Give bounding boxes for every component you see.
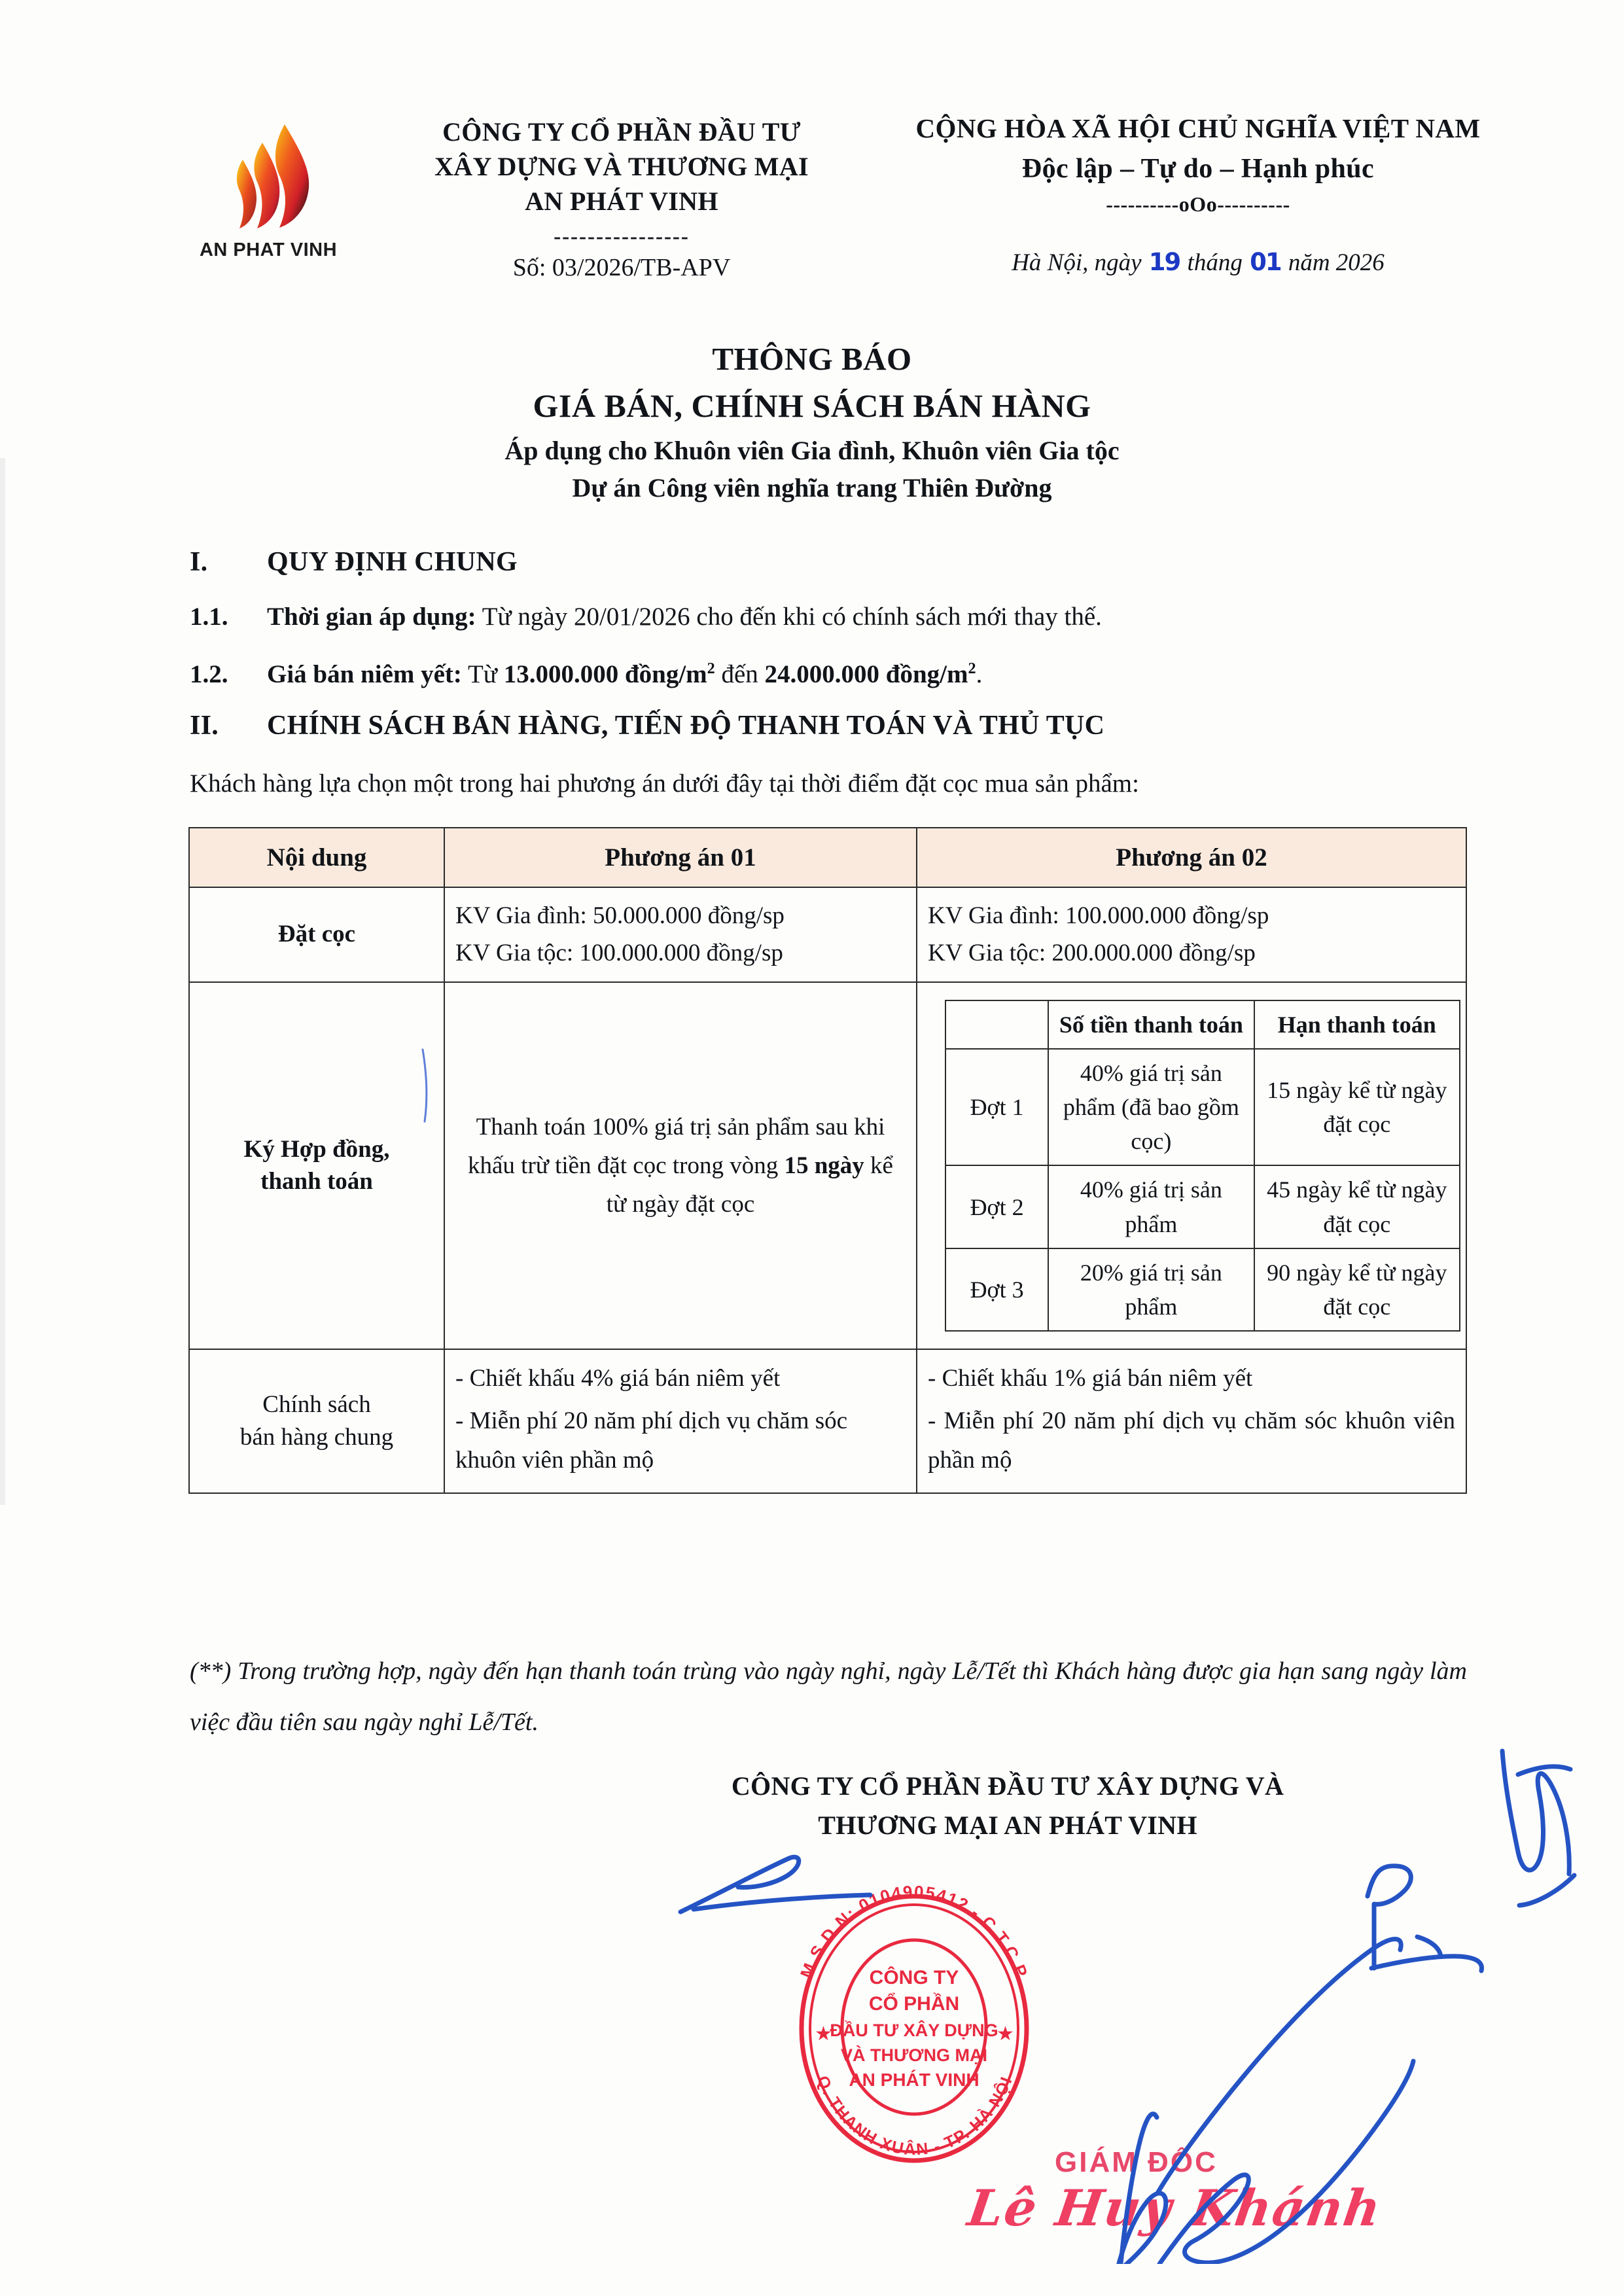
clause-1-2-mid: đến xyxy=(715,660,765,688)
phase-1-amount: 40% giá trị sản phẩm (đã bao gồm cọc) xyxy=(1048,1049,1254,1166)
contract-plan1-post: kể từ ngày đặt cọc xyxy=(606,1152,893,1218)
ink-mark-icon xyxy=(419,1047,432,1125)
svg-text:Q. THANH XUÂN - TP. HÀ NỘI: Q. THANH XUÂN - TP. HÀ NỘI xyxy=(813,2073,1017,2159)
schedule-row-phase-1 xyxy=(945,1049,1460,1166)
header-divider: ---------------- xyxy=(554,225,690,249)
deposit-plan2-clan: KV Gia tộc: 200.000.000 đồng/sp xyxy=(928,940,1256,967)
phase-3-amount: 20% giá trị sản phẩm xyxy=(1048,1248,1254,1331)
svg-text:VÀ THƯƠNG MẠI: VÀ THƯƠNG MẠI xyxy=(841,2045,987,2065)
company-name-line-2: XÂY DỰNG VÀ THƯƠNG MẠI xyxy=(434,151,809,181)
svg-text:ĐẦU TƯ XÂY DỰNG: ĐẦU TƯ XÂY DỰNG xyxy=(830,2021,998,2040)
logo-wordmark: AN PHAT VINH xyxy=(199,239,338,260)
clause-1-1-text: Từ ngày 20/01/2026 cho đến khi có chính sách mới thay thế. xyxy=(476,603,1102,631)
section-2-numeral: II. xyxy=(190,711,219,741)
phase-3-label: Đợt 3 xyxy=(945,1248,1048,1331)
payment-schedule-table xyxy=(945,1000,1460,1332)
policy-plan1-freecare: - Miễn phí 20 năm phí dịch vụ chăm sóc khuôn viên phần mộ xyxy=(455,1407,848,1474)
table-row-contract-payment xyxy=(189,982,1466,1350)
footnote-holiday-rule: (**) Trong trường hợp, ngày đến hạn thanh toán trùng vào ngày nghỉ, ngày Lễ/Tết thì Khách hàng được gia hạn sang ngày làm việc đầu tiên sau ngày nghỉ Lễ/Tết. xyxy=(190,1657,1467,1736)
clause-1-2-value-min: 13.000.000 đồng/m xyxy=(503,660,707,688)
document-number: Số: 03/2026/TB-APV xyxy=(512,254,731,282)
page-title: THÔNG BÁO xyxy=(712,341,912,377)
policy-plan2-freecare: - Miễn phí 20 năm phí dịch vụ chăm sóc khuôn viên phần mộ xyxy=(928,1407,1455,1474)
clause-1-2 xyxy=(190,660,1474,689)
table-row-general-policy xyxy=(189,1349,1466,1493)
seal-icon xyxy=(769,1865,1050,2172)
superscript-squared-2: 2 xyxy=(968,660,976,677)
clause-1-2-pre: Từ xyxy=(461,660,504,688)
table-header-row xyxy=(189,828,1466,887)
policy-plan2-discount: - Chiết khấu 1% giá bán niêm yết xyxy=(928,1365,1253,1392)
signature-company-line-2: THƯƠNG MẠI AN PHÁT VINH xyxy=(818,1810,1197,1840)
table-row-deposit xyxy=(189,887,1466,982)
company-seal-stamp xyxy=(769,1865,1050,2172)
schedule-header-deadline: Hạn thanh toán xyxy=(1254,1000,1460,1049)
date-line xyxy=(896,248,1500,277)
svg-text:★: ★ xyxy=(997,2023,1014,2045)
phase-3-deadline: 90 ngày kể từ ngày đặt cọc xyxy=(1254,1248,1460,1331)
deposit-plan-02 xyxy=(917,887,1466,982)
page-subtitle: GIÁ BÁN, CHÍNH SÁCH BÁN HÀNG xyxy=(533,387,1091,424)
superscript-squared-1: 2 xyxy=(707,660,715,677)
svg-text:CÔNG TY: CÔNG TY xyxy=(869,1967,959,1988)
header-left-block xyxy=(196,111,896,282)
schedule-row-phase-2 xyxy=(945,1165,1460,1248)
clause-1-2-label: Giá bán niêm yết: xyxy=(267,660,462,688)
policy-plan-01 xyxy=(444,1349,917,1493)
company-name-line-3: AN PHÁT VINH xyxy=(525,186,718,216)
national-motto-line-1: CỘNG HÒA XÃ HỘI CHỦ NGHĨA VIỆT NAM xyxy=(915,113,1481,143)
section-1-heading xyxy=(190,546,518,578)
section-1-title: QUY ĐỊNH CHUNG xyxy=(267,547,518,577)
director-title: GIÁM ĐỐC xyxy=(1055,2146,1218,2178)
schedule-row-phase-3 xyxy=(945,1248,1460,1331)
deposit-plan1-clan: KV Gia tộc: 100.000.000 đồng/sp xyxy=(455,940,783,967)
phase-2-label: Đợt 2 xyxy=(945,1165,1048,1248)
contract-plan-01 xyxy=(444,982,917,1350)
row-label-contract-line-2: thanh toán xyxy=(260,1168,373,1195)
row-label-deposit: Đặt cọc xyxy=(189,887,444,982)
clause-1-2-end: . xyxy=(976,660,983,688)
phase-2-deadline: 45 ngày kể từ ngày đặt cọc xyxy=(1254,1165,1460,1248)
phase-1-label: Đợt 1 xyxy=(945,1049,1048,1166)
contract-plan1-bold-term: 15 ngày xyxy=(784,1152,864,1179)
schedule-header-row xyxy=(945,1000,1460,1049)
deposit-plan-01 xyxy=(444,887,917,982)
schedule-header-blank xyxy=(945,1000,1048,1049)
phase-1-deadline: 15 ngày kể từ ngày đặt cọc xyxy=(1254,1049,1460,1166)
schedule-header-amount: Số tiền thanh toán xyxy=(1048,1000,1254,1049)
policy-plan-02 xyxy=(917,1349,1466,1493)
svg-text:AN PHÁT VINH: AN PHÁT VINH xyxy=(849,2070,980,2090)
svg-text:CỔ PHẦN: CỔ PHẦN xyxy=(868,1993,960,2015)
date-prefix: Hà Nội, ngày xyxy=(1012,249,1142,276)
handwritten-day: 19 xyxy=(1148,248,1180,276)
company-name-block xyxy=(347,111,896,282)
deposit-plan1-family: KV Gia đình: 50.000.000 đồng/sp xyxy=(455,902,785,929)
clause-1-1 xyxy=(190,602,1474,631)
row-label-general-policy xyxy=(189,1349,444,1493)
clause-1-1-label: Thời gian áp dụng: xyxy=(267,603,476,631)
column-header-content: Nội dung xyxy=(189,828,444,887)
date-mid: tháng xyxy=(1187,249,1243,276)
scan-edge-artifact xyxy=(0,458,5,1505)
title-scope-line: Áp dụng cho Khuôn viên Gia đình, Khuôn viên Gia tộc xyxy=(504,436,1120,465)
handwritten-month: 01 xyxy=(1250,248,1281,276)
deposit-plan2-family: KV Gia đình: 100.000.000 đồng/sp xyxy=(928,902,1269,929)
signature-block xyxy=(694,1767,1322,1845)
row-label-policy-line-1: Chính sách xyxy=(262,1391,371,1419)
date-suffix: năm 2026 xyxy=(1288,249,1385,276)
national-motto-line-2: Độc lập – Tự do – Hạnh phúc xyxy=(1021,154,1375,184)
flame-logo-icon xyxy=(219,119,317,237)
signature-company-line-1: CÔNG TY CỔ PHẦN ĐẦU TƯ XÂY DỰNG VÀ xyxy=(731,1771,1284,1801)
company-name-line-1: CÔNG TY CỔ PHẦN ĐẦU TƯ xyxy=(442,117,801,147)
header-right-block xyxy=(896,111,1500,277)
director-signature-name: Lê Huy Khánh xyxy=(964,2179,1386,2237)
policy-plan1-discount: - Chiết khấu 4% giá bán niêm yết xyxy=(455,1365,781,1392)
section-1-numeral: I. xyxy=(190,547,208,577)
column-header-plan-01: Phương án 01 xyxy=(444,828,917,887)
row-label-contract-line-1: Ký Hợp đồng, xyxy=(243,1135,390,1163)
title-project-line: Dự án Công viên nghĩa trang Thiên Đường xyxy=(572,473,1052,503)
contract-plan1-pre: Thanh toán 100% giá trị sản phẩm sau khi khấu trừ tiền đặt cọc trong vòng xyxy=(468,1113,885,1179)
margin-ink-mark xyxy=(419,1047,432,1125)
section-2-title: CHÍNH SÁCH BÁN HÀNG, TIẾN ĐỘ THANH TOÁN VÀ THỦ TỤC xyxy=(267,711,1105,741)
phase-2-amount: 40% giá trị sản phẩm xyxy=(1048,1165,1254,1248)
section-2-heading xyxy=(190,710,1104,741)
clause-1-1-number: 1.1. xyxy=(190,603,228,631)
contract-plan-02 xyxy=(917,982,1466,1350)
document-header xyxy=(196,111,1500,282)
oOo-divider: ----------oOo---------- xyxy=(1106,192,1290,216)
clause-1-2-number: 1.2. xyxy=(190,660,228,688)
clause-1-2-value-max: 24.000.000 đồng/m xyxy=(764,660,968,688)
svg-text:★: ★ xyxy=(815,2023,832,2045)
row-label-contract xyxy=(189,982,444,1350)
column-header-plan-02: Phương án 02 xyxy=(917,828,1466,887)
section-2-intro: Khách hàng lựa chọn một trong hai phương án dưới đây tại thời điểm đặt cọc mua sản phẩm: xyxy=(190,769,1139,798)
company-logo xyxy=(196,111,340,261)
row-label-policy-line-2: bán hàng chung xyxy=(239,1423,394,1451)
document-title-block xyxy=(0,340,1624,503)
sales-policy-table xyxy=(188,827,1467,1494)
svg-text:M.S.D.N: 0104905412 - C.T.C.P: M.S.D.N: 0104905412 - C.T.C.P xyxy=(796,1881,1033,1981)
